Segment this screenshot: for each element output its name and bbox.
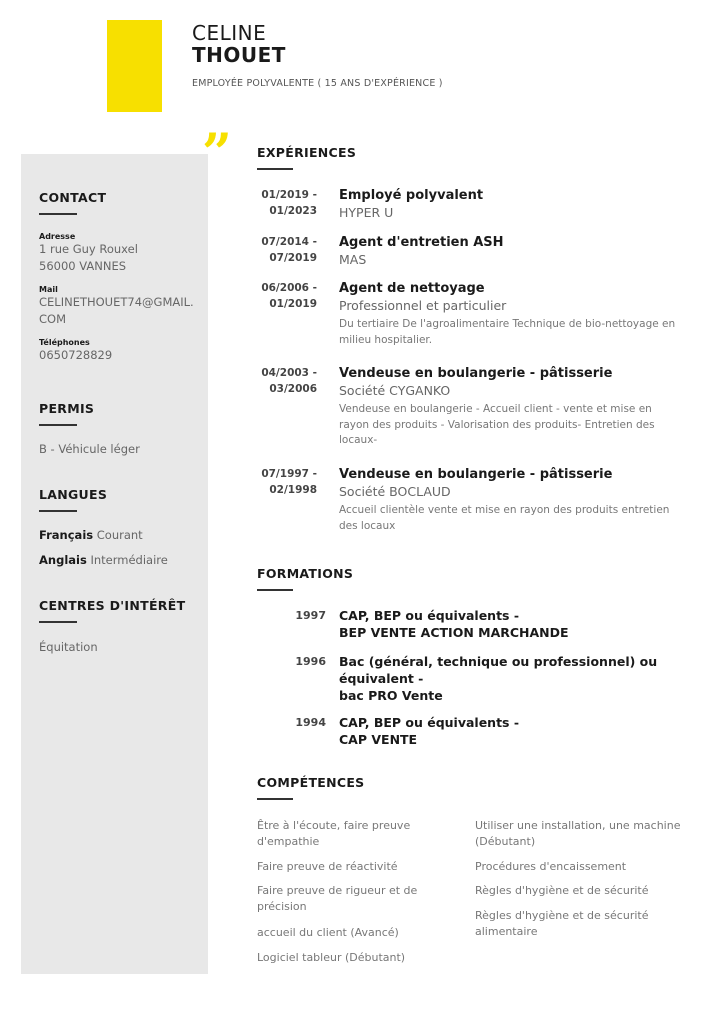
formation-year: 1997 bbox=[295, 609, 326, 622]
permis-section bbox=[39, 401, 199, 458]
header bbox=[192, 22, 443, 89]
formation-degree: CAP, BEP ou équivalents - bbox=[339, 608, 520, 623]
skill-item: Faire preuve de réactivité bbox=[257, 860, 398, 873]
formation-body bbox=[339, 653, 669, 704]
date-end: 01/2023 bbox=[269, 205, 317, 217]
experiences-heading bbox=[257, 145, 687, 170]
formations-title: FORMATIONS bbox=[257, 566, 354, 581]
contact-title: CONTACT bbox=[39, 190, 107, 205]
experience-description: Vendeuse en boulangerie - Accueil client - vente et mise en rayon des produits - Valorisation des produits- Entretien des locaux- bbox=[339, 403, 655, 446]
contact-section bbox=[39, 190, 199, 364]
date-end: 03/2006 bbox=[269, 383, 317, 395]
address-line: 56000 VANNES bbox=[39, 259, 127, 273]
skill-item: Faire preuve de rigueur et de précision bbox=[257, 884, 418, 913]
experience-company: MAS bbox=[339, 252, 367, 267]
accent-block bbox=[107, 20, 162, 112]
formation-body bbox=[339, 714, 669, 748]
experience-company: HYPER U bbox=[339, 205, 394, 220]
formation-degree: CAP, BEP ou équivalents - bbox=[339, 715, 520, 730]
language-name: Anglais bbox=[39, 553, 87, 567]
experience-role: Agent d'entretien ASH bbox=[339, 235, 504, 250]
date-start: 06/2006 - bbox=[261, 282, 317, 294]
formation-degree: Bac (général, technique ou professionnel) ou équivalent - bbox=[339, 654, 658, 686]
skill-item: Logiciel tableur (Débutant) bbox=[257, 951, 406, 964]
experience-body bbox=[339, 365, 684, 449]
experience-dates bbox=[257, 234, 317, 266]
phone-label: Téléphones bbox=[39, 338, 90, 347]
phone-number: 0650728829 bbox=[39, 348, 113, 362]
experience-role: Employé polyvalent bbox=[339, 188, 484, 203]
divider bbox=[257, 589, 293, 591]
language-level: Intermédiaire bbox=[90, 553, 168, 567]
address-line: 1 rue Guy Rouxel bbox=[39, 242, 138, 256]
skill-item: accueil du client (Avancé) bbox=[257, 926, 399, 939]
mail-label: Mail bbox=[39, 285, 58, 294]
language-name: Français bbox=[39, 528, 94, 542]
language-item bbox=[39, 527, 199, 544]
divider bbox=[257, 798, 293, 800]
interet-value: Équitation bbox=[39, 640, 98, 654]
date-start: 07/1997 - bbox=[261, 468, 317, 480]
competences-title: COMPÉTENCES bbox=[257, 775, 365, 790]
langues-title: LANGUES bbox=[39, 487, 108, 502]
formation-title: CAP VENTE bbox=[339, 732, 418, 747]
skill-item: Utiliser une installation, une machine (Débutant) bbox=[475, 819, 681, 848]
skill-item: Procédures d'encaissement bbox=[475, 860, 627, 873]
experience-body bbox=[339, 234, 684, 268]
formation-year: 1996 bbox=[295, 655, 326, 668]
date-start: 07/2014 - bbox=[261, 236, 317, 248]
experience-description: Du tertiaire De l'agroalimentaire Technique de bio-nettoyage en milieu hospitalier. bbox=[339, 318, 676, 346]
experience-company: Société CYGANKO bbox=[339, 383, 451, 398]
sidebar bbox=[21, 154, 208, 974]
experience-role: Agent de nettoyage bbox=[339, 281, 485, 296]
formation-title: bac PRO Vente bbox=[339, 688, 443, 703]
divider bbox=[257, 168, 293, 170]
competences-heading bbox=[257, 775, 687, 800]
date-start: 04/2003 - bbox=[261, 367, 317, 379]
experience-dates bbox=[257, 187, 317, 219]
experience-dates bbox=[257, 365, 317, 397]
experience-dates bbox=[257, 466, 317, 498]
experience-body bbox=[339, 466, 684, 534]
first-name: CELINE bbox=[192, 21, 267, 45]
mail-line: COM bbox=[39, 312, 67, 326]
formations-heading bbox=[257, 566, 687, 591]
last-name: THOUET bbox=[192, 43, 286, 67]
date-end: 07/2019 bbox=[269, 252, 317, 264]
experience-body bbox=[339, 280, 684, 348]
interets-section bbox=[39, 598, 199, 656]
experience-role: Vendeuse en boulangerie - pâtisserie bbox=[339, 366, 613, 381]
divider bbox=[39, 213, 77, 215]
experience-company: Société BOCLAUD bbox=[339, 484, 451, 499]
formation-body bbox=[339, 607, 669, 641]
experience-company: Professionnel et particulier bbox=[339, 298, 507, 313]
job-subtitle: EMPLOYÉE POLYVALENTE ( 15 ANS D'EXPÉRIENCE ) bbox=[192, 78, 443, 89]
divider bbox=[39, 510, 77, 512]
interets-title: CENTRES D'INTÉRÊT bbox=[39, 598, 186, 613]
address-label: Adresse bbox=[39, 232, 76, 241]
experience-dates bbox=[257, 280, 317, 312]
quote-icon: ” bbox=[202, 123, 232, 184]
formation-title: BEP VENTE ACTION MARCHANDE bbox=[339, 625, 569, 640]
permis-title: PERMIS bbox=[39, 401, 95, 416]
experience-description: Accueil clientèle vente et mise en rayon des produits entretien des locaux bbox=[339, 504, 670, 532]
language-item bbox=[39, 552, 199, 569]
mail-line: CELINETHOUET74@GMAIL. bbox=[39, 295, 194, 309]
language-level: Courant bbox=[96, 528, 143, 542]
date-end: 02/1998 bbox=[269, 484, 317, 496]
formation-year: 1994 bbox=[295, 716, 326, 729]
skill-item: Être à l'écoute, faire preuve d'empathie bbox=[257, 819, 411, 848]
divider bbox=[39, 424, 77, 426]
date-start: 01/2019 - bbox=[261, 189, 317, 201]
experience-body bbox=[339, 187, 684, 221]
experiences-title: EXPÉRIENCES bbox=[257, 145, 357, 160]
divider bbox=[39, 621, 77, 623]
skill-item: Règles d'hygiène et de sécurité bbox=[475, 884, 649, 897]
experience-role: Vendeuse en boulangerie - pâtisserie bbox=[339, 467, 613, 482]
permis-value: B - Véhicule léger bbox=[39, 442, 140, 456]
skill-item: Règles d'hygiène et de sécurité alimentaire bbox=[475, 909, 649, 938]
date-end: 01/2019 bbox=[269, 298, 317, 310]
langues-section bbox=[39, 487, 199, 569]
